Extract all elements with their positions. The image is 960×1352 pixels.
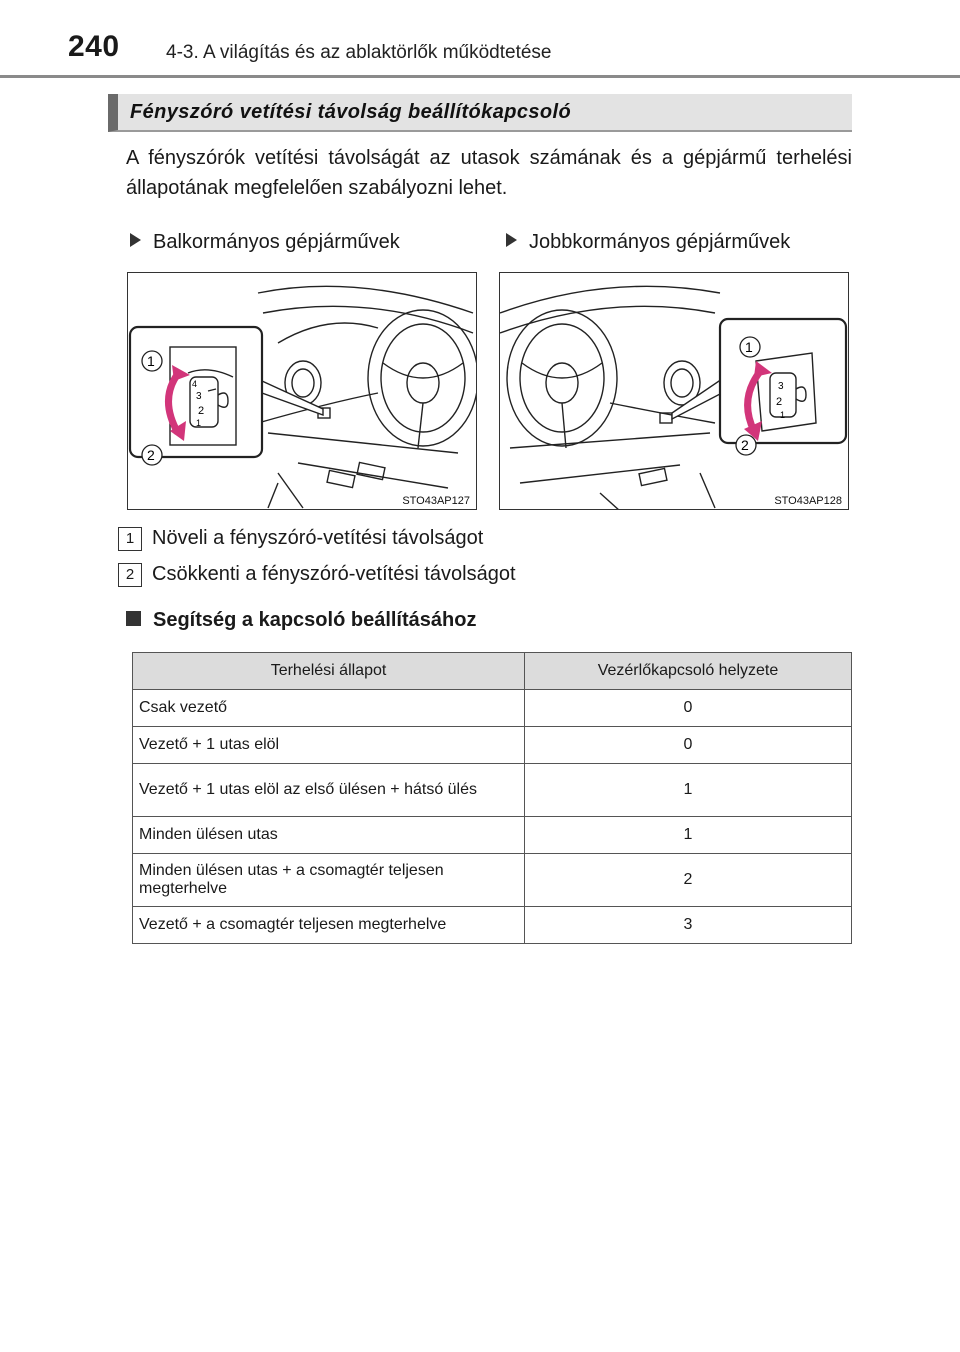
table-header-row [133,653,852,690]
table-cell-position: 1 [525,817,852,854]
legend-text: Csökkenti a fényszóró-vetítési távolságot [152,563,516,585]
dial-mark-3: 3 [778,381,784,392]
variant-lhd [130,231,400,254]
table-header-condition: Terhelési állapot [133,653,525,690]
variant-rhd [506,231,790,254]
figure-lhd [127,272,477,510]
table-cell-condition: Csak vezető [133,690,525,727]
dial-mark-2: 2 [776,396,783,408]
intro-paragraph: A fényszórók vetítési távolságát az utasok számának és a gépjármű terhelési állapotának megfelelően szabályozni lehet. [126,147,852,199]
legend-number: 2 [118,563,142,587]
variant-rhd-label: Jobbkormányos gépjárművek [529,231,791,253]
table-row [133,817,852,854]
table-header-position: Vezérlőkapcsoló helyzete [525,653,852,690]
table-row [133,907,852,944]
chapter-title: 4-3. A világítás és az ablaktörlők működtetése [166,42,552,63]
legend-item [118,527,483,551]
section-heading [108,94,852,132]
legend-text: Növeli a fényszóró-vetítési távolságot [152,527,484,549]
figure-code: STO43AP127 [402,495,470,507]
triangle-bullet-icon [506,233,517,247]
table-cell-position: 1 [525,764,852,817]
table-row [133,727,852,764]
subsection-heading-text: Segítség a kapcsoló beállításához [153,609,477,631]
table-cell-position: 2 [525,854,852,907]
dial-mark-3: 3 [196,391,202,402]
table-cell-condition: Vezető + 1 utas elöl [133,727,525,764]
table-cell-condition: Minden ülésen utas [133,817,525,854]
legend-item [118,563,516,587]
table-cell-condition: Minden ülésen utas + a csomagtér teljesen megterhelve [133,854,525,907]
header-divider [0,75,960,78]
table-row [133,764,852,817]
dial-mark-2: 2 [198,405,205,417]
dashboard-rhd-illustration [500,273,849,510]
table-row [133,690,852,727]
table-cell-position: 3 [525,907,852,944]
table-cell-condition: Vezető + 1 utas elöl az első ülésen + hátsó ülés [133,764,525,817]
subsection-heading [126,609,476,632]
load-condition-table [132,652,852,944]
callout-1: 1 [147,353,155,369]
section-heading-text: Fényszóró vetítési távolság beállítókapcsoló [130,101,572,123]
variant-lhd-label: Balkormányos gépjárművek [153,231,400,253]
triangle-bullet-icon [130,233,141,247]
callout-1: 1 [745,339,753,355]
figure-rhd [499,272,849,510]
callout-2: 2 [147,447,155,463]
dial-mark-4: 4 [192,379,198,389]
table-cell-position: 0 [525,727,852,764]
square-bullet-icon [126,611,141,626]
legend-number: 1 [118,527,142,551]
page-number: 240 [68,30,120,63]
dial-mark-1: 1 [196,418,202,428]
table-row [133,854,852,907]
dashboard-lhd-illustration [128,273,477,510]
callout-2: 2 [741,437,749,453]
table-cell-condition: Vezető + a csomagtér teljesen megterhelve [133,907,525,944]
dial-mark-1: 1 [780,410,786,420]
figure-code: STO43AP128 [774,495,842,507]
table-cell-position: 0 [525,690,852,727]
